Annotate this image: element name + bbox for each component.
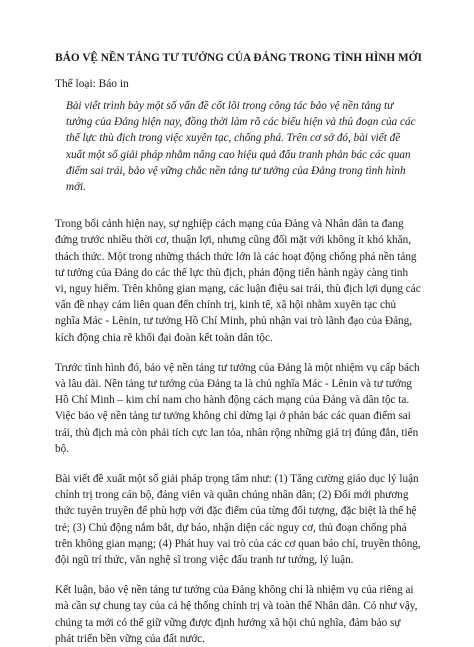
- body-paragraph: Bài viết đề xuất một số giải pháp trọng tâm như: (1) Tăng cường giáo dục lý luận chính trị trong cán bộ, đảng viên và quần chúng nhân dân; (2) Đổi mới phương thức tuyên truyền để phù hợp với đặc điểm của từng đối tượng, đặc biệt là thế hệ trẻ; (3) Chủ động nắm bắt, dự báo, nhận diện các nguy cơ, thủ đoạn chống phá trên không gian mạng; (4) Phát huy vai trò của các cơ quan báo chí, truyền thông, đội ngũ trí thức, văn nghệ sĩ trong việc đấu tranh tư tưởng, lý luận.: [55, 473, 421, 567]
- body-paragraph: Trước tình hình đó, bảo vệ nền tảng tư tưởng của Đảng là một nhiệm vụ cấp bách và lâu dài. Nền tảng tư tưởng của Đảng ta là chủ nghĩa Mác - Lênin và tư tưởng Hồ Chí Minh – kim chỉ nam cho hành động cách mạng của Đảng và dân tộc ta. Việc bảo vệ nền tảng tư tưởng không chỉ dừng lại ở phản bác các quan điểm sai trái, thù địch mà còn phải tích cực lan tỏa, nhân rộng những giá trị đúng đắn, tiến bộ.: [55, 361, 420, 455]
- document-abstract: Bài viết trình bày một số vấn đề cốt lõi trong công tác bảo vệ nền tảng tư tưởng của Đảng hiện nay, đồng thời làm rõ các biểu hiện và thủ đoạn của các thế lực thù địch trong việc xuyên tạc, chống phá. Trên cơ sở đó, bài viết đề xuất một số giải pháp nhằm nâng cao hiệu quả đấu tranh phản bác các quan điểm sai trái, bảo vệ vững chắc nền tảng tư tưởng của Đảng trong tình hình mới.: [66, 100, 416, 194]
- document-title: BẢO VỆ NỀN TẢNG TƯ TƯỞNG CỦA ĐẢNG TRONG TÌNH HÌNH MỚI: [55, 52, 422, 64]
- body-paragraph: Kết luận, bảo vệ nền tảng tư tưởng của Đảng không chỉ là nhiệm vụ của riêng ai mà cần sự chung tay của cả hệ thống chính trị và toàn thể Nhân dân. Có như vậy, chúng ta mới có thể giữ vững được định hướng xã hội chủ nghĩa, đảm bảo sự phát triển bền vững của đất nước.: [55, 584, 418, 645]
- document-category: Thể loại: Báo in: [55, 78, 129, 90]
- body-paragraph: Trong bối cảnh hiện nay, sự nghiệp cách mạng của Đảng và Nhân dân ta đang đứng trước nhiều thời cơ, thuận lợi, nhưng cũng đối mặt với không ít khó khăn, thách thức. Một trong những thách thức lớn là các hoạt động chống phá nền tảng tư tưởng của Đảng do các thế lực thù địch, phản động tiến hành ngày càng tinh vi, nguy hiểm. Trên không gian mạng, các luận điệu sai trái, thù địch lợi dụng các vấn đề nhạy cảm liên quan đến chính trị, kinh tế, xã hội nhằm xuyên tạc chủ nghĩa Mác - Lênin, tư tưởng Hồ Chí Minh, phủ nhận vai trò lãnh đạo của Đảng, kích động chia rẽ khối đại đoàn kết toàn dân tộc.: [55, 218, 421, 344]
